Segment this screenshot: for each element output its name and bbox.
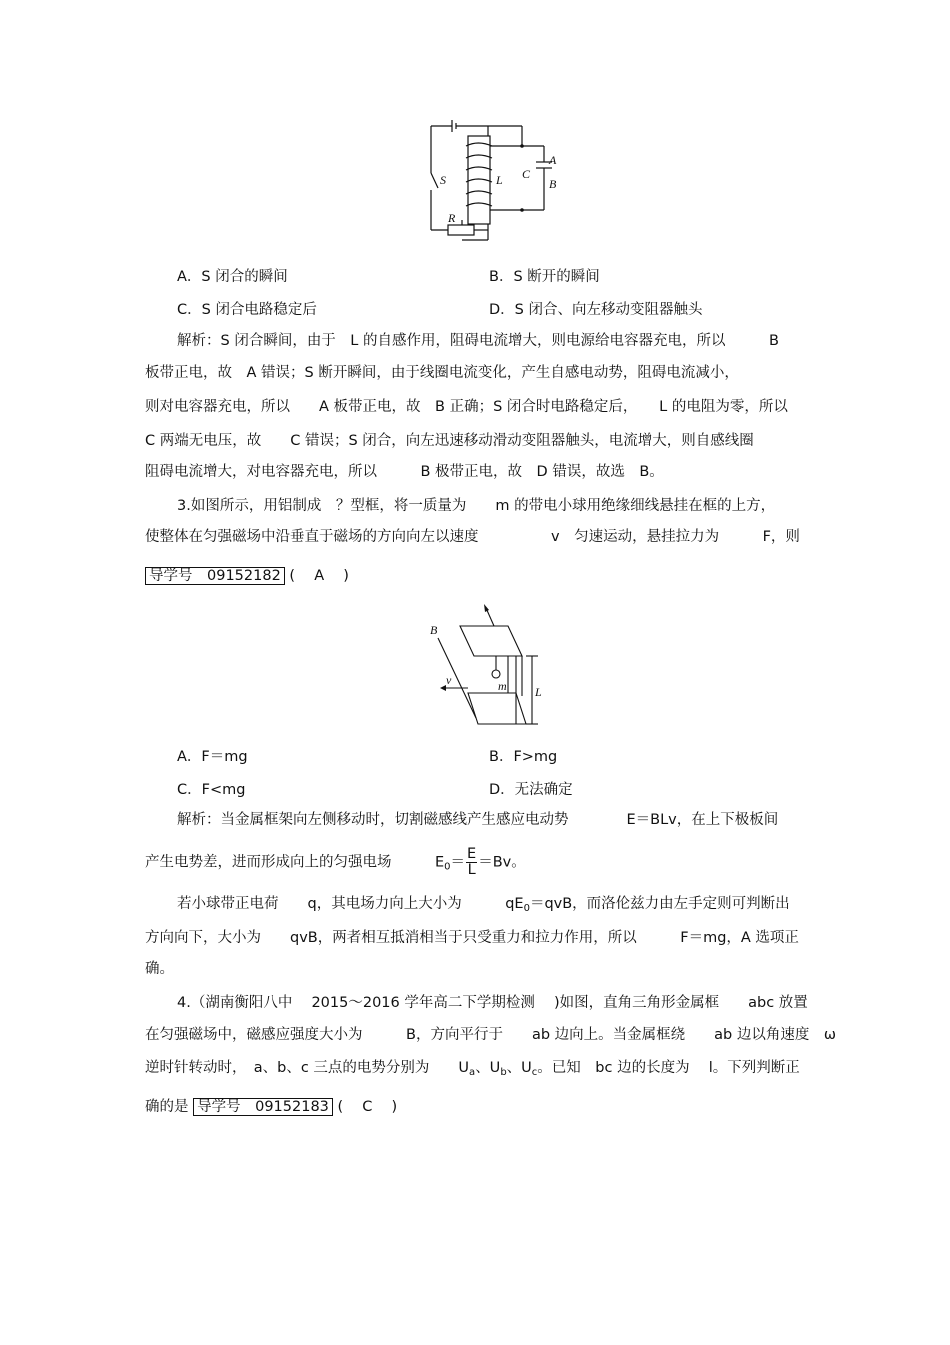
q2-option-a: A．S 闭合的瞬间 [177, 269, 288, 285]
q3-guide-number: 导学号 09152182 [145, 567, 285, 585]
label-B-field: B [430, 623, 438, 637]
fraction-E-over-L: $\frac{E}{L}$ [467, 846, 477, 878]
q3-stem-line-1: 3.如图所示，用铝制成 ？型框，将一质量为 m 的带电小球用绝缘细线悬挂在框的上方， [177, 498, 776, 514]
label-m: m [498, 679, 507, 693]
q4-line-3: 逆时针转动时， a、b、c 三点的电势分别为 $U_a$、$U_b$、$U_c$。已知 bc 边的长度为 l。下列判断正 [145, 1060, 800, 1078]
q4-line-1: 4.（湖南衡阳八中 2015～2016 学年高二下学期检测 )如图，直角三角形金属框 abc 放置 [177, 995, 808, 1011]
label-B: B [549, 177, 557, 191]
q4-guide-number: 导学号 09152183 [193, 1098, 333, 1116]
frame-figure [428, 600, 548, 728]
q2-analysis-line-1: 解析：S 闭合瞬间，由于 L 的自感作用，阻碍电流增大，则电源给电容器充电，所以 B [177, 333, 779, 349]
q3-analysis-line-3: 若小球带正电荷 q，其电场力向上大小为 $qE_0=qvB$，而洛伦兹力由左手定则可判断出 [177, 896, 790, 914]
q3-answer: ( A ) [289, 568, 349, 584]
label-C: C [522, 167, 531, 181]
q2-analysis-line-5: 阻碍电流增大，对电容器充电，所以 B 极带正电，故 D 错误，故选 B。 [145, 464, 664, 480]
label-L-dim: L [535, 685, 542, 699]
q3-stem-line-2: 使整体在匀强磁场中沿垂直于磁场的方向向左以速度 v 匀速运动，悬挂拉力为 F，则 [145, 529, 800, 545]
q2-option-b: B．S 断开的瞬间 [489, 269, 600, 285]
q3-analysis-line-1: 解析：当金属框架向左侧移动时，切割磁感线产生感应电动势 E＝BLv，在上下极板间 [177, 812, 779, 828]
q2-analysis-line-3: 则对电容器充电，所以 A 板带正电，故 B 正确；S 闭合时电路稳定后， L 的电阻为零，所以 [145, 399, 788, 415]
q2-option-c: C．S 闭合电路稳定后 [177, 302, 317, 318]
q3-guide-row [145, 566, 349, 586]
label-A: A [549, 153, 557, 167]
label-L: L [496, 173, 503, 187]
circuit-figure [418, 118, 558, 243]
q3-option-b: B．F>mg [489, 749, 558, 765]
q3-option-c: C．F<mg [177, 782, 246, 798]
q4-line-4: 确的是 导学号 09152183 ( C ) [145, 1099, 398, 1115]
label-S: S [440, 173, 446, 187]
label-v: v [446, 673, 452, 687]
q3-option-a: A．F＝mg [177, 749, 248, 765]
label-R: R [448, 211, 456, 225]
q2-analysis-line-4: C 两端无电压，故 C 错误；S 闭合，向左迅速移动滑动变阻器触头，电流增大，则自感线圈 [145, 433, 754, 449]
q3-option-d: D．无法确定 [489, 782, 573, 798]
q3-analysis-line-5: 确。 [145, 961, 174, 977]
q4-answer: ( C ) [337, 1099, 398, 1115]
q4-line-2: 在匀强磁场中，磁感应强度大小为 B，方向平行于 ab 边向上。当金属框绕 ab 边以角速度 ω [145, 1027, 836, 1043]
q2-option-d: D．S 闭合、向左移动变阻器触头 [489, 302, 703, 318]
q3-analysis-line-2: 产生电势差，进而形成向上的匀强电场 $E_0=$ $\frac{E}{L}$ ＝Bv。 [145, 846, 526, 878]
q3-analysis-line-4: 方向向下，大小为 qvB，两者相互抵消相当于只受重力和拉力作用，所以 F＝mg，A 选项正 [145, 930, 799, 946]
q2-analysis-line-2: 板带正电，故 A 错误；S 断开瞬间，由于线圈电流变化，产生自感电动势，阻碍电流减小， [145, 365, 739, 381]
